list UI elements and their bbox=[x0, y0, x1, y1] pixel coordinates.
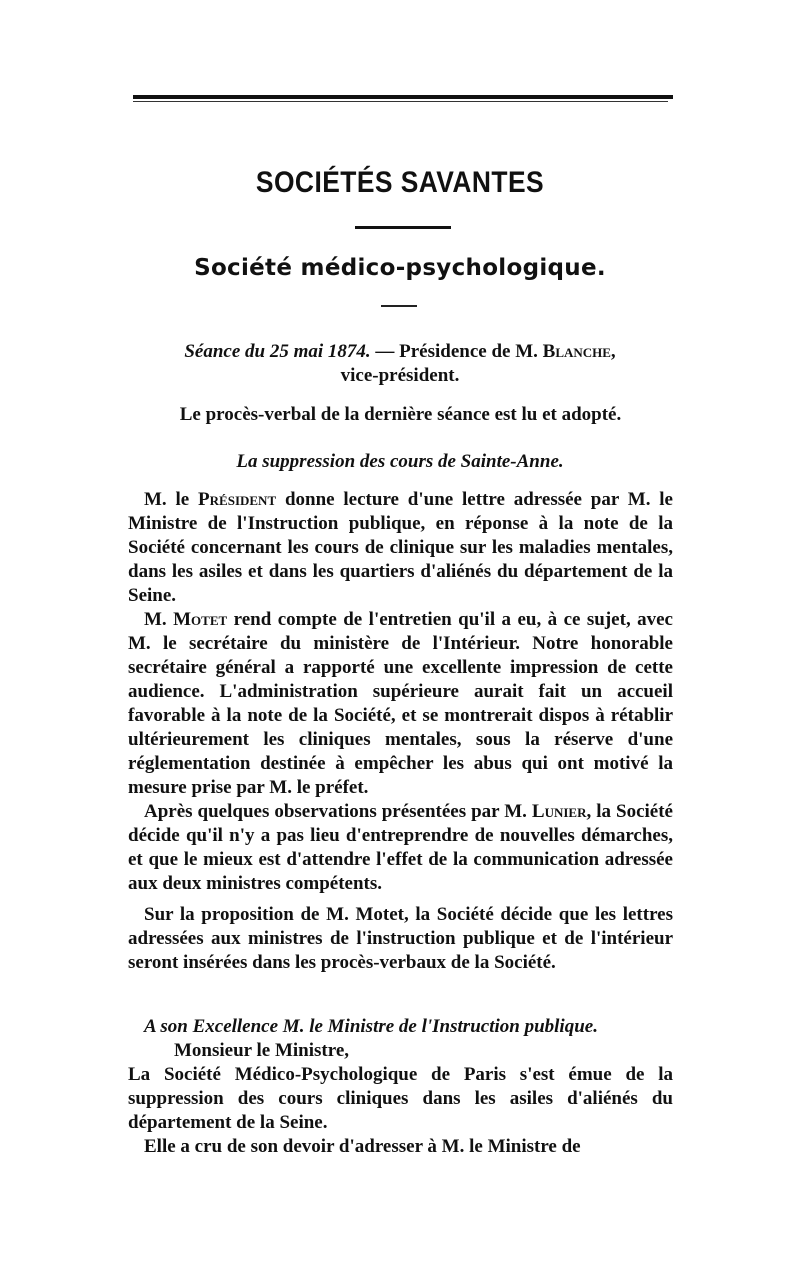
seance-heading bbox=[0, 340, 800, 388]
paragraph-3 bbox=[128, 800, 673, 896]
seance-presidence: — Présidence de M. bbox=[370, 341, 543, 362]
society-subtitle: Société médico-psychologique. bbox=[194, 255, 606, 281]
seance-role: vice-président. bbox=[340, 365, 460, 386]
p1-pre: M. le bbox=[144, 489, 199, 510]
body-paragraphs bbox=[128, 488, 673, 896]
p2-name: Motet bbox=[173, 609, 228, 630]
proces-verbal bbox=[128, 403, 673, 427]
p2-post: rend compte de l'entretien qu'il a eu, à ce sujet, avec M. le secrétaire du ministère de l'Intérieur. Notre honorable secrétaire général a rapporté une excellente impression de cette audience. L'administration supérieure aurait fait un accueil favorable à la note de la Société, et se montrerait dispos à rétablir ultérieurement les cliniques mentales, sous la réserve d'une réglementation destinée à empêcher les abus qui ont motivé la mesure prise par M. le préfet. bbox=[128, 609, 673, 798]
president-name: Blanche, bbox=[542, 341, 616, 362]
letter-body-2: Elle a cru de son devoir d'adresser à M. le Ministre de bbox=[144, 1136, 581, 1157]
paragraph-1 bbox=[128, 488, 673, 608]
p2-pre: M. bbox=[144, 609, 174, 630]
title-underline bbox=[355, 226, 451, 229]
section-heading: La suppression des cours de Sainte-Anne. bbox=[236, 451, 564, 472]
proces-verbal-text: Le procès-verbal de la dernière séance est lu et adopté. bbox=[179, 404, 622, 425]
seance-line-1 bbox=[0, 340, 800, 364]
p1-post: donne lecture d'une lettre adressée par M. le Ministre de l'Instruction publique, en réponse à la note de la Société concernant les cours de clinique sur les maladies mentales, dans les asiles et dans les quartiers d'aliénés du département de la Seine. bbox=[128, 489, 673, 606]
p3-name: Lunier bbox=[531, 801, 587, 822]
page-title: SOCIÉTÉS SAVANTES bbox=[255, 166, 545, 199]
paragraph-2 bbox=[128, 608, 673, 800]
letter-heading: A son Excellence M. le Ministre de l'Instruction publique. bbox=[144, 1016, 598, 1037]
letter-block bbox=[128, 1015, 673, 1159]
paragraph-4: Sur la proposition de M. Motet, la Société décide que les lettres adressées aux ministres de l'instruction publique et de l'intérieur seront insérées dans les procès-verbaux de la Société. bbox=[128, 904, 673, 973]
header-rule-thick bbox=[133, 95, 673, 99]
header-rule-thin bbox=[133, 101, 668, 102]
p1-name: Président bbox=[198, 489, 277, 510]
body-paragraph-4 bbox=[128, 903, 673, 975]
p3-post: , la Société décide qu'il n'y a pas lieu d'entreprendre de nouvelles démarches, et que le mieux est d'attendre l'effet de la communication adressée aux deux ministres compétents. bbox=[128, 801, 673, 894]
p3-pre: Après quelques observations présentées par M. bbox=[144, 801, 532, 822]
seance-date: Séance du 25 mai 1874. bbox=[184, 341, 371, 362]
letter-body-1: La Société Médico-Psychologique de Paris s'est émue de la suppression des cours cliniques dans les asiles d'aliénés du département de la Seine. bbox=[128, 1064, 673, 1133]
letter-salutation: Monsieur le Ministre, bbox=[174, 1040, 350, 1061]
section-divider bbox=[381, 305, 417, 307]
